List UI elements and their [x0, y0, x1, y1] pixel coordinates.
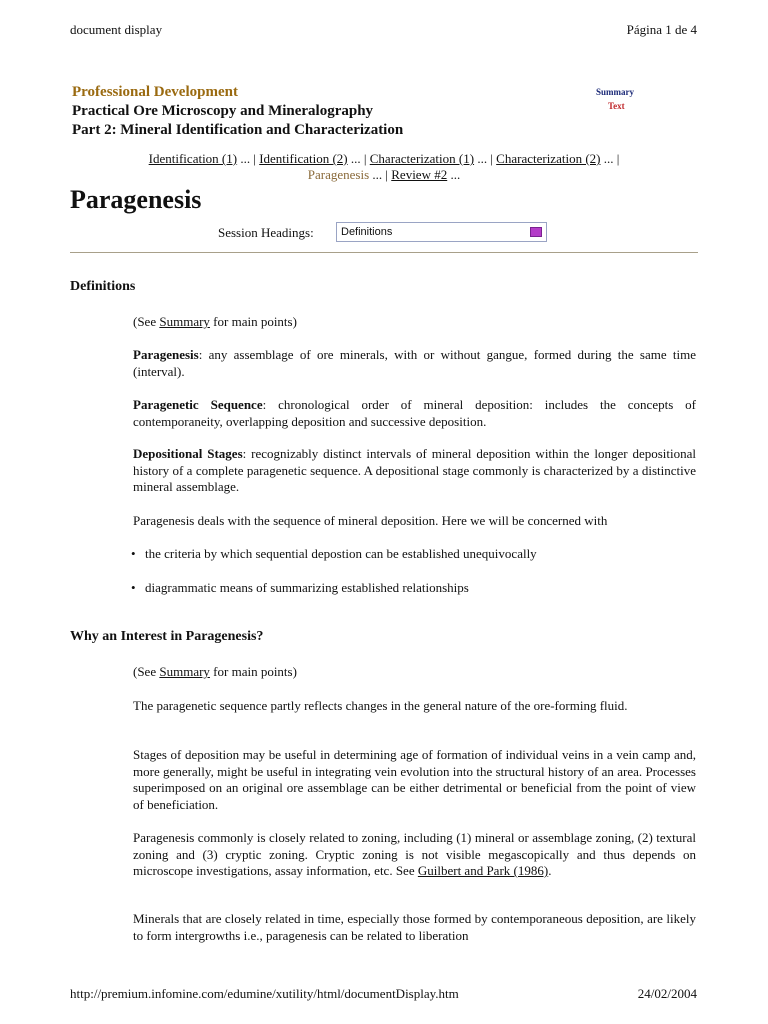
- course-title: Practical Ore Microscopy and Mineralography: [72, 103, 374, 119]
- nav-row-2: [0, 167, 768, 183]
- summary-inline-link[interactable]: Summary: [159, 664, 210, 679]
- summary-inline-link[interactable]: Summary: [159, 314, 210, 329]
- list-item: • diagrammatic means of summarizing established relationships: [133, 580, 457, 596]
- nav-separator: ... |: [372, 167, 388, 182]
- course-part: Part 2: Mineral Identification and Characterization: [72, 122, 404, 138]
- divider: [70, 252, 698, 253]
- print-header-page: Página 1 de 4: [626, 22, 697, 37]
- list-item: • the criteria by which sequential depostion can be established unequivocally: [133, 546, 525, 562]
- print-footer-url: http://premium.infomine.com/edumine/xutility/html/documentDisplay.htm: [70, 986, 459, 1001]
- nav-link-review-2[interactable]: Review #2: [391, 167, 448, 182]
- definition-depositional-stages: Depositional Stages: recognizably distinct intervals of mineral deposition within the longer depositional history of a complete paragenetic sequence. A depositional stage commonly is characterized by a distinctive mineral assemblage.: [133, 446, 696, 494]
- why-paragraph-1: The paragenetic sequence partly reflects changes in the general nature of the ore-forming fluid.: [133, 698, 628, 713]
- definitions-intro-paragraph: Paragenesis deals with the sequence of mineral deposition. Here we will be concerned with: [133, 513, 608, 528]
- page-title: Paragenesis: [70, 185, 202, 214]
- nav-separator: ... |: [603, 151, 620, 166]
- session-selected-value: Definitions: [341, 226, 393, 238]
- print-header-title: document display: [70, 22, 163, 37]
- why-paragraph-3: Paragenesis commonly is closely related to zoning, including (1) mineral or assemblage zoning, (2) textural zoning and (3) cryptic zoning. Cryptic zoning is not visible megascopically and thus depends on microscope investigations, assay information, etc. See Guilbert and Park (1986).: [133, 830, 696, 878]
- section-heading-why: Why an Interest in Paragenesis?: [70, 629, 264, 644]
- nav-link-identification-1[interactable]: Identification (1): [148, 151, 238, 166]
- why-paragraph-2: Stages of deposition may be useful in determining age of formation of individual veins in a vein camp and, more generally, might be useful in integrating vein evolution into the structural history of an area. Processes superimposed on an original ore assemblage can be either detrimental or beneficial from the point of view of beneficiation.: [133, 747, 696, 812]
- definition-paragenetic-sequence: Paragenetic Sequence: chronological order of mineral deposition: includes the concepts of contemporaneity, overlapping deposition and successive deposition.: [133, 397, 696, 429]
- nav-separator: ... |: [240, 151, 256, 166]
- definition-paragenesis: Paragenesis: any assemblage of ore minerals, with or without gangue, formed during the same time (interval).: [133, 347, 696, 379]
- nav-separator: ... |: [477, 151, 493, 166]
- course-category: Professional Development: [72, 84, 238, 100]
- session-headings-label: Session Headings:: [218, 225, 314, 240]
- nav-link-identification-2[interactable]: Identification (2): [259, 151, 348, 166]
- nav-separator: ... |: [350, 151, 367, 166]
- dropdown-arrow-icon[interactable]: [530, 227, 542, 237]
- nav-ellipsis: ...: [450, 167, 461, 182]
- nav-link-characterization-1[interactable]: Characterization (1): [369, 151, 475, 166]
- why-see-summary: (See Summary for main points): [133, 664, 297, 679]
- section-heading-definitions: Definitions: [70, 279, 136, 294]
- print-footer-date: 24/02/2004: [637, 986, 697, 1001]
- guilbert-park-link[interactable]: Guilbert and Park (1986): [417, 863, 549, 878]
- nav-row-1: [0, 151, 768, 167]
- term-paragenetic-sequence: Paragenetic Sequence: [133, 397, 263, 412]
- session-headings-select[interactable]: [336, 222, 547, 242]
- nav-current-paragenesis: Paragenesis: [307, 167, 370, 182]
- nav-link-characterization-2[interactable]: Characterization (2): [496, 151, 601, 166]
- why-paragraph-4: Minerals that are closely related in time, especially those formed by contemporaneous deposition, are likely to form intergrowths i.e., paragenesis can be related to liberation: [133, 911, 696, 943]
- term-paragenesis: Paragenesis: [133, 347, 199, 362]
- definitions-see-summary: (See Summary for main points): [133, 314, 297, 329]
- text-link[interactable]: Text: [608, 101, 625, 111]
- term-depositional-stages: Depositional Stages: [133, 446, 243, 461]
- summary-link[interactable]: Summary: [596, 87, 634, 97]
